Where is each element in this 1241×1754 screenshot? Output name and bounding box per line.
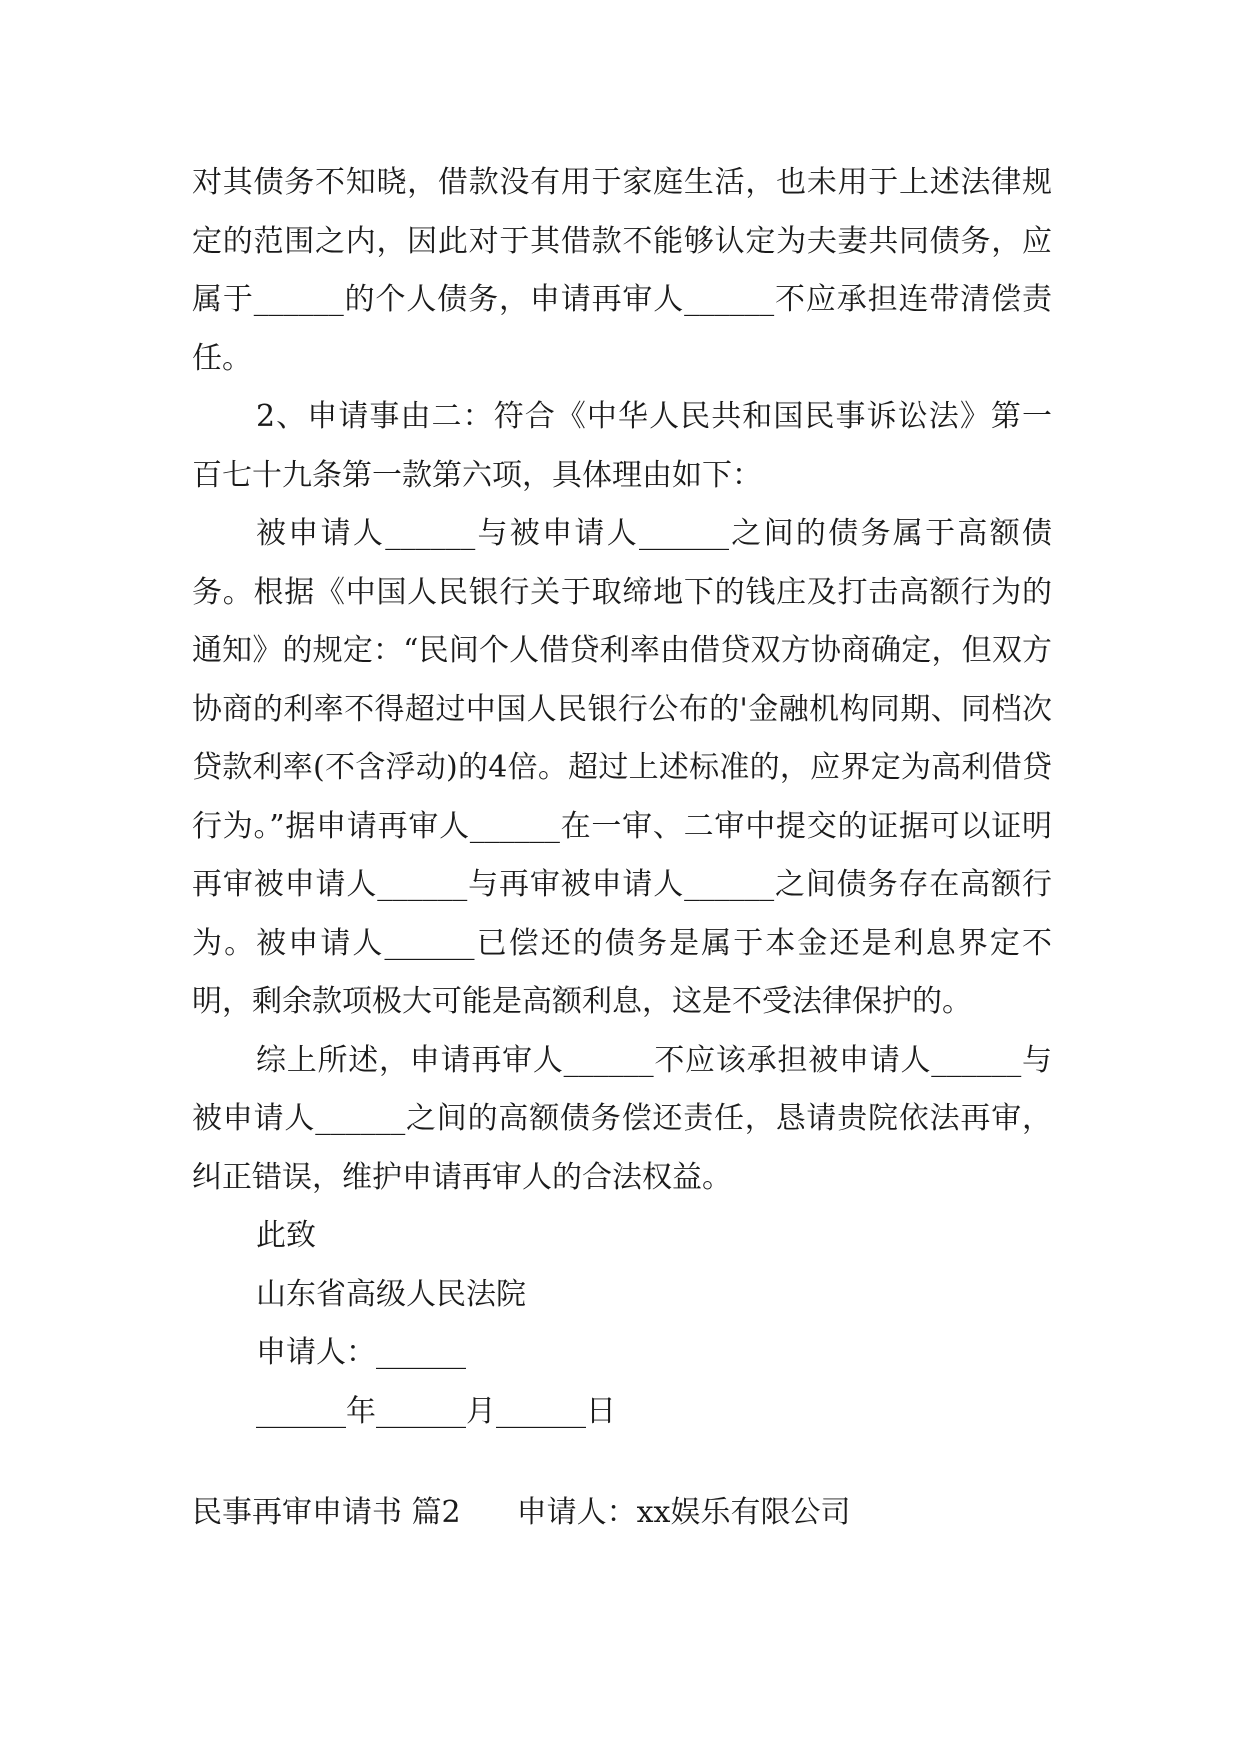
document-body — [192, 154, 1052, 1441]
closing-salutation: 此致 — [256, 1218, 316, 1253]
next-section-applicant: 申请人：xx娱乐有限公司 — [516, 1495, 851, 1530]
next-section-heading: 民事再审申请书 篇2 — [192, 1495, 461, 1530]
paragraph-high-interest-debt: 被申请人______与被申请人______之间的债务属于高额债务。根据《中国人民银行关于取缔地下的钱庄及打击高额行为的通知》的规定：“民间个人借贷利率由借贷双方协商确定，但双方协商的利率不得超过中国人民银行公布的'金融机构同期、同档次贷款利率(不含浮动)的4倍。超过上述标准的，应界定为高利借贷行为。”据申请再审人______在一审、二审中提交的证据可以证明再审被申请人______与再审被申请人______之间债务存在高额行为。被申请人______已偿还的债务是属于本金还是利息界定不明，剩余款项极大可能是高额利息，这是不受法律保护的。 — [192, 516, 1052, 1019]
closing-court: 山东省高级人民法院 — [256, 1276, 526, 1312]
next-section-line — [192, 1484, 850, 1543]
paragraph-reason-two: 2、申请事由二：符合《中华人民共和国民事诉讼法》第一百七十九条第一款第六项，具体理由如下： — [192, 399, 1052, 493]
closing-date: ______年______月______日 — [256, 1393, 616, 1429]
closing-applicant: 申请人：______ — [256, 1335, 466, 1370]
paragraph-conclusion: 综上所述，申请再审人______不应该承担被申请人______与被申请人______之间的高额债务偿还责任，恳请贵院依法再审，纠正错误，维护申请再审人的合法权益。 — [192, 1042, 1052, 1195]
paragraph-debt-not-known: 对其债务不知晓，借款没有用于家庭生活，也未用于上述法律规定的范围之内，因此对于其借款不能够认定为夫妻共同债务，应属于______的个人债务，申请再审人______不应承担连带清偿责任。 — [192, 165, 1052, 376]
